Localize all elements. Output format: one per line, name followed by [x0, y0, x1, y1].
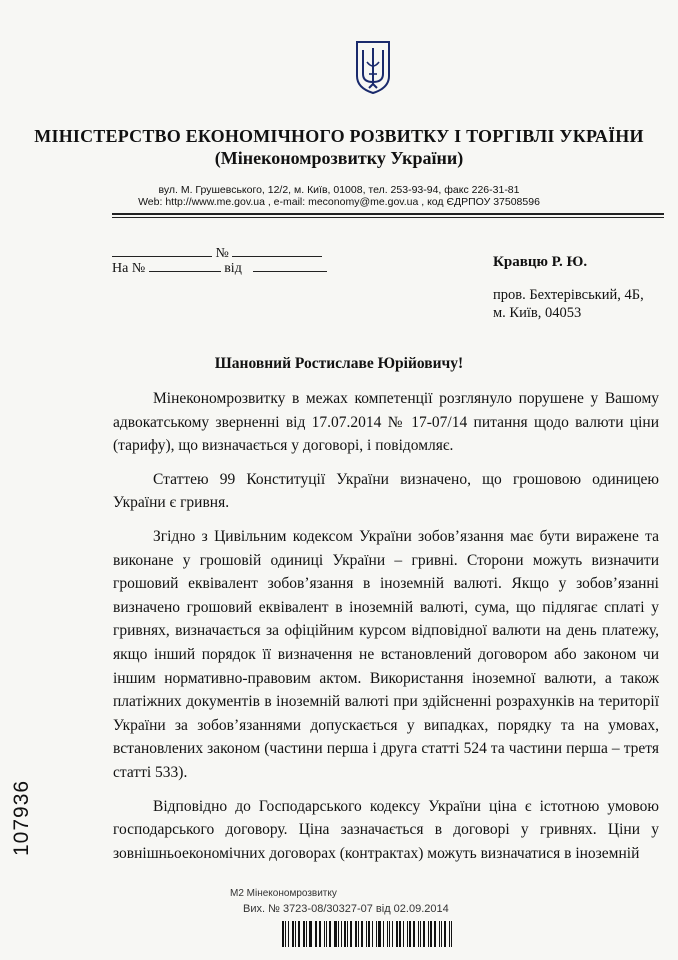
barcode-bar: [392, 921, 393, 947]
barcode-bar: [341, 921, 342, 947]
letterhead-divider: [112, 213, 664, 215]
barcode-bar: [298, 921, 300, 947]
barcode-bar: [355, 921, 357, 947]
barcode-bar: [407, 921, 408, 947]
barcode-bar: [376, 921, 377, 947]
ministry-name: МІНІСТЕРСТВО ЕКОНОМІЧНОГО РОЗВИТКУ І ТОРГІВЛІ УКРАЇНИ: [34, 126, 644, 146]
barcode-bar: [292, 921, 295, 947]
barcode-bar: [338, 921, 339, 947]
barcode-bar: [396, 921, 398, 947]
barcode-bar: [324, 921, 325, 947]
barcode-bar: [389, 921, 390, 947]
barcode-bar: [303, 921, 305, 947]
recipient-city: м. Київ, 04053: [493, 305, 582, 321]
letterhead-divider-thin: [112, 217, 664, 218]
barcode-bar: [449, 921, 450, 947]
barcode-bar: [423, 921, 425, 947]
number-label: №: [215, 246, 229, 261]
barcode-bar: [295, 921, 296, 947]
barcode-bar: [306, 921, 307, 947]
barcode-bar: [316, 921, 317, 947]
barcode-bar: [399, 921, 401, 947]
recipient-name: Кравцю Р. Ю.: [493, 254, 588, 270]
ministry-short-name: (Мінекономрозвитку України): [214, 148, 464, 168]
barcode-bar: [444, 921, 446, 947]
barcode-bar: [403, 921, 404, 947]
paragraph: Мінекономрозвитку в межах компетенції розглянуло порушене у Вашому адвокатському зверненні від 17.07.2014 № 17-07/14 питання щодо валюти ціни (тарифу), що визначається у договорі, і повідомляє.: [113, 390, 659, 455]
stamp-office: М2 Мінекономрозвитку: [230, 888, 337, 899]
barcode-bar: [319, 921, 321, 947]
barcode-bar: [428, 921, 429, 947]
barcode-bar: [361, 921, 364, 947]
barcode-bar: [326, 921, 327, 947]
barcode-bar: [368, 921, 370, 947]
barcode-bar: [439, 921, 440, 947]
barcode-bar: [358, 921, 359, 947]
barcode-bar: [413, 921, 415, 947]
barcode-bar: [285, 921, 286, 947]
barcode-bar: [315, 921, 316, 947]
barcode-bar: [334, 921, 337, 947]
salutation: Шановний Ростиславе Юрійовичу!: [214, 355, 464, 372]
barcode-bar: [441, 921, 442, 947]
barcode-bar: [282, 921, 284, 947]
barcode-bar: [309, 921, 312, 947]
barcode-bar: [372, 921, 373, 947]
paragraph: Згідно з Цивільним кодексом України зобов’язання має бути виражене та виконане у грошовій одиниці України – гривні. Сторони можуть визначити грошовий еквівалент зобов’язання в іноземній валюті. Якщо у зобов’язанні визначено грошовий еквівалент в іноземній валюті, сума, що підлягає сплаті у гривнях, визначається за офіційним курсом відповідної валюти на день платежу, якщо інший порядок її визначення не встановлений договором або законом чи іншим нормативно-правовим актом. Використання іноземної валюти, а також платіжних документів в іноземній валюті при здійсненні розрахунків на території України за зобов’язаннями допускається у випадках, порядку та на умовах, встановлених законом (частини перша і друга статті 524 та частини перша – третя статті 533).: [113, 527, 659, 781]
barcode-bar: [451, 921, 452, 947]
barcode-bar: [409, 921, 412, 947]
barcode-bar: [387, 921, 389, 947]
coat-of-arms-icon: [354, 40, 392, 94]
barcode-bar: [420, 921, 421, 947]
ministry-web-contacts: Web: http://www.me.gov.ua , e-mail: meconomy@me.gov.ua , код ЄДРПОУ 37508596: [138, 196, 540, 208]
on-number-label: На №: [112, 261, 146, 276]
ministry-address: вул. М. Грушевського, 12/2, м. Київ, 01008, тел. 253-93-94, факс 226-31-81: [158, 184, 520, 196]
barcode-bar: [434, 921, 437, 947]
barcode-bar: [378, 921, 381, 947]
barcode-bar: [418, 921, 419, 947]
barcode-bar: [350, 921, 352, 947]
stamp-outgoing-number: Вих. № 3723-08/30327-07 від 02.09.2014: [243, 903, 449, 915]
incoming-reference-line: [112, 259, 327, 277]
barcode-bar: [347, 921, 348, 947]
barcode-bar: [344, 921, 346, 947]
recipient-street: пров. Бехтерівський, 4Б,: [493, 287, 644, 303]
barcode-bar: [288, 921, 289, 947]
barcode-bar: [383, 921, 384, 947]
letter-body: [113, 387, 659, 875]
barcode: [282, 921, 454, 947]
registration-number: 107936: [10, 779, 33, 856]
barcode-bar: [366, 921, 367, 947]
from-label: від: [224, 261, 242, 276]
barcode-bar: [329, 921, 331, 947]
barcode-bar: [430, 921, 432, 947]
paragraph: Статтею 99 Конституції України визначено, що грошовою одиницею України є гривня.: [113, 470, 659, 512]
paragraph: Відповідно до Господарського кодексу України ціна є істотною умовою господарського договору. Ціна зазначається в договорі у гривнях. Ціни у зовнішньоекономічних договорах (контрактах) можуть визначатися в іноземній: [113, 797, 659, 862]
